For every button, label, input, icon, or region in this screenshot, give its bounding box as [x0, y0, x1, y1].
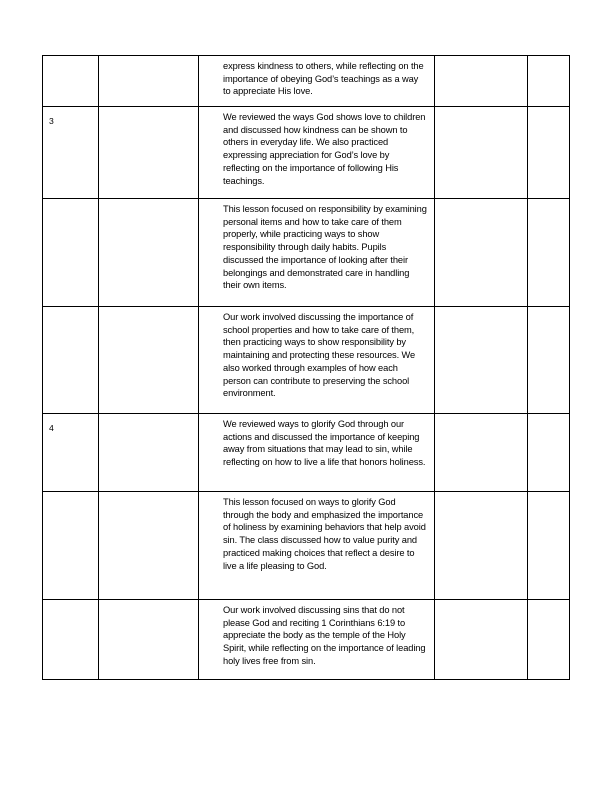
signature-cell — [528, 107, 570, 199]
week-cell — [43, 56, 99, 107]
lesson-description: This lesson focused on responsibility by examining personal items and how to take care of them properly, while practicing ways to show responsibility through daily habits. Pupils discussed the importance of looking after their belongings and demonstrated care in handling their own items. — [223, 204, 427, 291]
lesson-description-cell — [199, 56, 435, 107]
signature-cell — [528, 492, 570, 600]
table-row — [43, 492, 570, 600]
week-cell — [43, 307, 99, 414]
topic-cell — [99, 492, 199, 600]
topic-cell — [99, 199, 199, 307]
week-number: 4 — [49, 423, 54, 433]
topic-cell — [99, 107, 199, 199]
remarks-cell — [435, 56, 528, 107]
table-row — [43, 199, 570, 307]
topic-cell — [99, 307, 199, 414]
lesson-description: Our work involved discussing sins that do not please God and reciting 1 Corinthians 6:19 to appreciate the body as the temple of the Holy Spirit, while reflecting on the importance of leading holy lives free from sin. — [223, 605, 426, 666]
table-row — [43, 414, 570, 492]
signature-cell — [528, 307, 570, 414]
remarks-cell — [435, 199, 528, 307]
lesson-description: This lesson focused on ways to glorify God through the body and emphasized the importance of holiness by examining behaviors that help avoid sin. The class discussed how to value purity and practiced making choices that reflect a desire to live a life pleasing to God. — [223, 497, 426, 571]
topic-cell — [99, 600, 199, 680]
table-row — [43, 107, 570, 199]
week-cell — [43, 414, 99, 492]
week-cell — [43, 492, 99, 600]
remarks-cell — [435, 307, 528, 414]
table-row — [43, 600, 570, 680]
week-cell — [43, 600, 99, 680]
signature-cell — [528, 600, 570, 680]
week-cell — [43, 107, 99, 199]
signature-cell — [528, 56, 570, 107]
lesson-description-cell — [199, 414, 435, 492]
remarks-cell — [435, 414, 528, 492]
lesson-description: Our work involved discussing the importance of school properties and how to take care of them, then practicing ways to show responsibility by maintaining and protecting these resources. We also worked through examples of how each person can contribute to preserving the school environment. — [223, 312, 416, 399]
topic-cell — [99, 414, 199, 492]
signature-cell — [528, 199, 570, 307]
signature-cell — [528, 414, 570, 492]
topic-cell — [99, 56, 199, 107]
lesson-description-cell — [199, 307, 435, 414]
lesson-description-cell — [199, 492, 435, 600]
remarks-cell — [435, 492, 528, 600]
lesson-record-table — [42, 55, 570, 680]
lesson-description: We reviewed ways to glorify God through our actions and discussed the importance of keeping away from situations that may lead to sin, while reflecting on how to live a life that honors holiness. — [223, 419, 426, 468]
table-row — [43, 307, 570, 414]
lesson-description: We reviewed the ways God shows love to children and discussed how kindness can be shown to others in everyday life. We also practiced expressing appreciation for God’s love by reflecting on the importance of following His teachings. — [223, 112, 426, 186]
remarks-cell — [435, 107, 528, 199]
remarks-cell — [435, 600, 528, 680]
week-number: 3 — [49, 116, 54, 126]
lesson-description-cell — [199, 199, 435, 307]
lesson-description-cell — [199, 107, 435, 199]
lesson-description: express kindness to others, while reflecting on the importance of obeying God’s teachings as a way to appreciate His love. — [223, 61, 424, 97]
lesson-description-cell — [199, 600, 435, 680]
table-row — [43, 56, 570, 107]
week-cell — [43, 199, 99, 307]
